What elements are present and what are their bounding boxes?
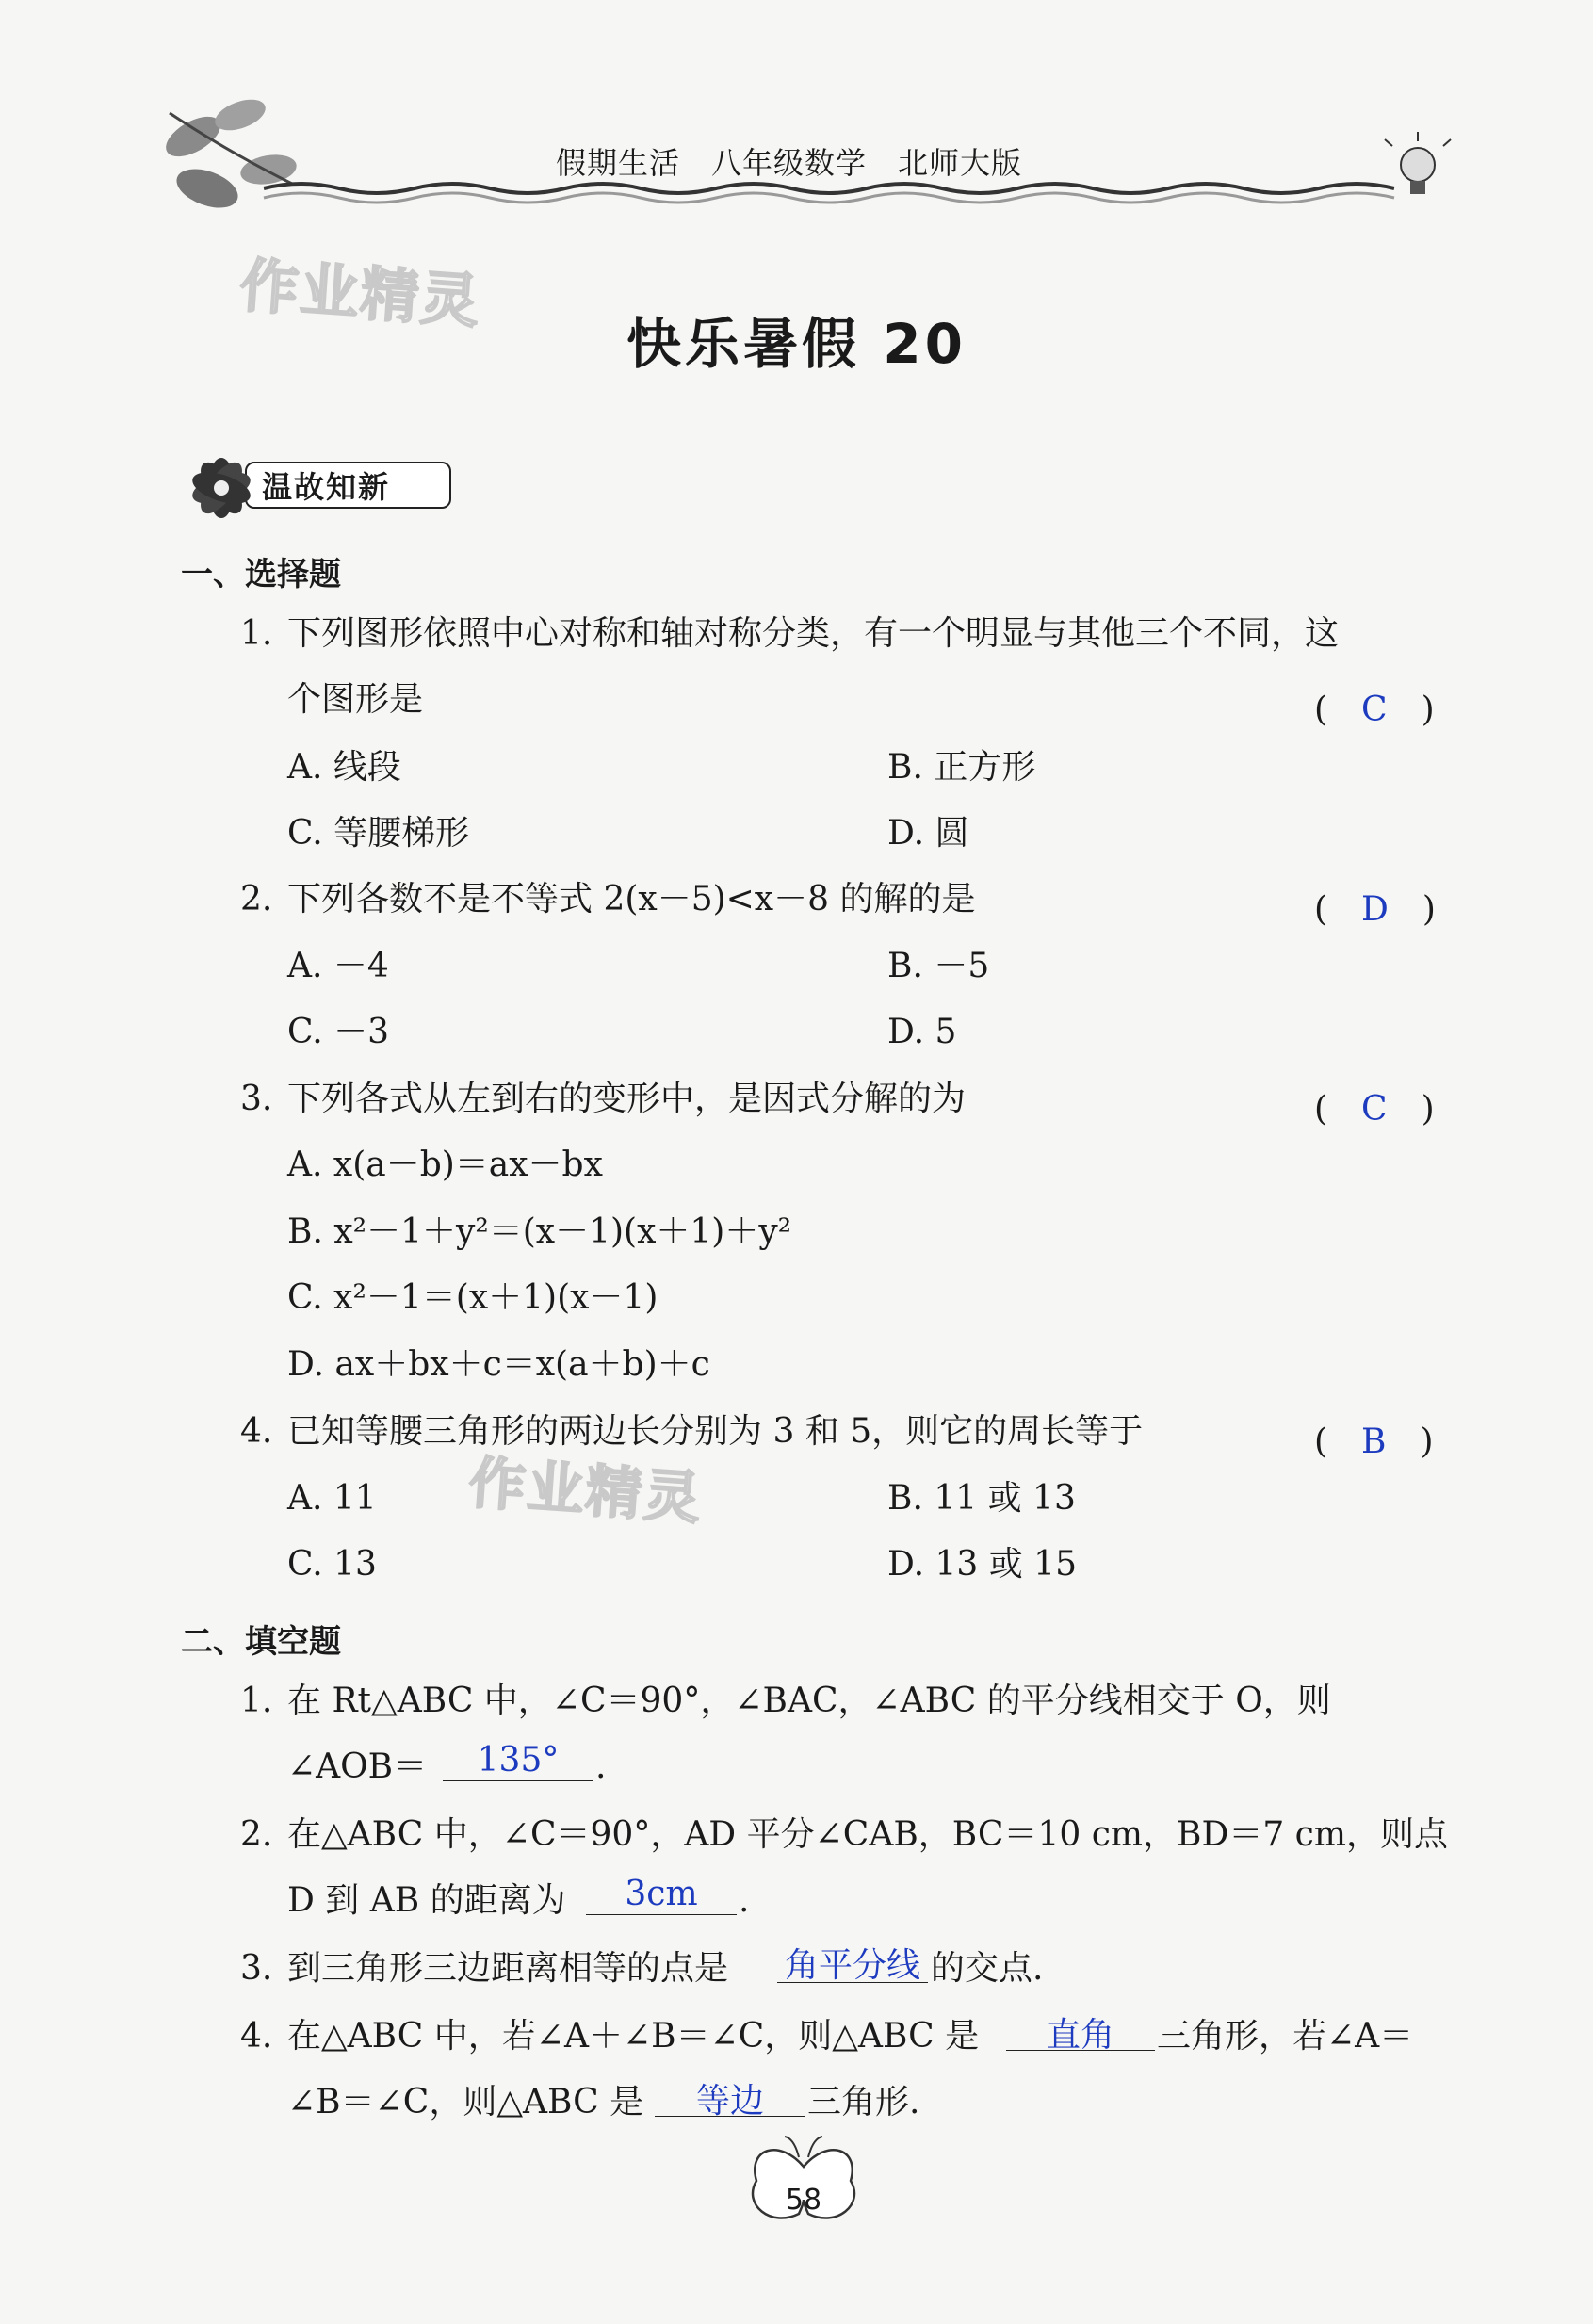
question-text: 下列各式从左到右的变形中，是因式分解的为 (287, 1080, 967, 1118)
answer-value: 角平分线 (784, 1946, 920, 1985)
section-heading: 二、填空题 (181, 1623, 341, 1661)
page-number: 58 (785, 2184, 822, 2217)
question-text: 下列各数不是不等式 2(x－5)<x－8 的解的是 (287, 880, 976, 918)
option: C. 等腰梯形 (287, 814, 470, 853)
option: C. 13 (287, 1545, 377, 1584)
question-text: ∠AOB＝ (287, 1747, 428, 1786)
header-title: 假期生活 八年级数学 北师大版 (556, 145, 1023, 181)
question-number: 1. (240, 614, 273, 653)
leaf-branch-icon (159, 94, 299, 216)
question-text: 在△ABC 中，∠C＝90°，AD 平分∠CAB，BC＝10 cm，BD＝7 cm，则点 (287, 1815, 1448, 1854)
answer-blank[interactable] (443, 1780, 593, 1781)
answer-value: 3cm (625, 1875, 698, 1913)
section-badge (179, 450, 462, 526)
badge-label: 温故知新 (262, 469, 391, 505)
question-number: 1. (240, 1682, 273, 1720)
answer-bracket: ( C ) (1314, 691, 1435, 729)
question-text: 到三角形三边距离相等的点是 (287, 1949, 729, 1988)
question-text: ∠B＝∠C，则△ABC 是 (287, 2083, 644, 2121)
question-number: 3. (240, 1080, 273, 1118)
answer-bracket: ( B ) (1314, 1422, 1434, 1461)
answer-value: D (1361, 890, 1389, 929)
question-text: D 到 AB 的距离为 (287, 1881, 566, 1920)
watermark: 作业精灵 (466, 1450, 705, 1533)
question-number: 4. (240, 1412, 273, 1451)
punctuation: . (595, 1747, 607, 1786)
option: A. 线段 (287, 748, 401, 787)
question-text: 在△ABC 中，若∠A＋∠B＝∠C，则△ABC 是 (287, 2017, 980, 2056)
answer-value: 直角 (1046, 2016, 1114, 2055)
answer-value: C (1361, 1090, 1388, 1129)
question-number: 2. (240, 1815, 273, 1854)
question-text: 三角形. (807, 2083, 920, 2121)
question-text: 在 Rt△ABC 中，∠C＝90°，∠BAC，∠ABC 的平分线相交于 O，则 (287, 1682, 1331, 1720)
answer-value: C (1361, 691, 1388, 729)
question-text: 已知等腰三角形的两边长分别为 3 和 5，则它的周长等于 (287, 1412, 1144, 1451)
question-text: 个图形是 (287, 680, 424, 719)
option: D. 5 (887, 1013, 957, 1051)
page-number-badge (742, 2129, 865, 2233)
question-number: 4. (240, 2017, 273, 2056)
option: B. x²－1＋y²＝(x－1)(x＋1)＋y² (287, 1212, 792, 1251)
option: D. 13 或 15 (887, 1545, 1077, 1584)
question-number: 3. (240, 1949, 273, 1988)
option: A. 11 (287, 1479, 377, 1518)
option: A. －4 (287, 947, 389, 985)
watermark: 作业精灵 (237, 251, 483, 336)
answer-value: 135° (477, 1741, 560, 1780)
question-text: 的交点. (931, 1949, 1044, 1988)
question-text: 下列图形依照中心对称和轴对称分类，有一个明显与其他三个不同，这 (287, 614, 1340, 653)
question-number: 2. (240, 880, 273, 918)
lightbulb-icon (1385, 132, 1451, 194)
flower-icon (179, 450, 264, 526)
answer-value: B (1361, 1422, 1387, 1461)
butterfly-icon (742, 2129, 865, 2233)
option: A. x(a－b)＝ax－bx (287, 1146, 603, 1184)
option: C. x²－1＝(x＋1)(x－1) (287, 1278, 658, 1317)
punctuation: . (739, 1881, 750, 1920)
answer-value: 等边 (695, 2082, 764, 2121)
option: D. 圆 (887, 814, 969, 853)
option: B. 正方形 (887, 748, 1036, 787)
section-heading: 一、选择题 (181, 556, 341, 593)
answer-bracket: ( D ) (1314, 890, 1436, 929)
option: D. ax＋bx＋c＝x(a＋b)＋c (287, 1345, 710, 1384)
question-text: 三角形，若∠A＝ (1157, 2017, 1414, 2056)
option: B. 11 或 13 (887, 1479, 1076, 1518)
option: B. －5 (887, 947, 990, 985)
page-title: 快乐暑假 20 (626, 312, 967, 376)
answer-bracket: ( C ) (1314, 1090, 1435, 1129)
option: C. －3 (287, 1013, 390, 1051)
answer-blank[interactable] (586, 1914, 737, 1915)
